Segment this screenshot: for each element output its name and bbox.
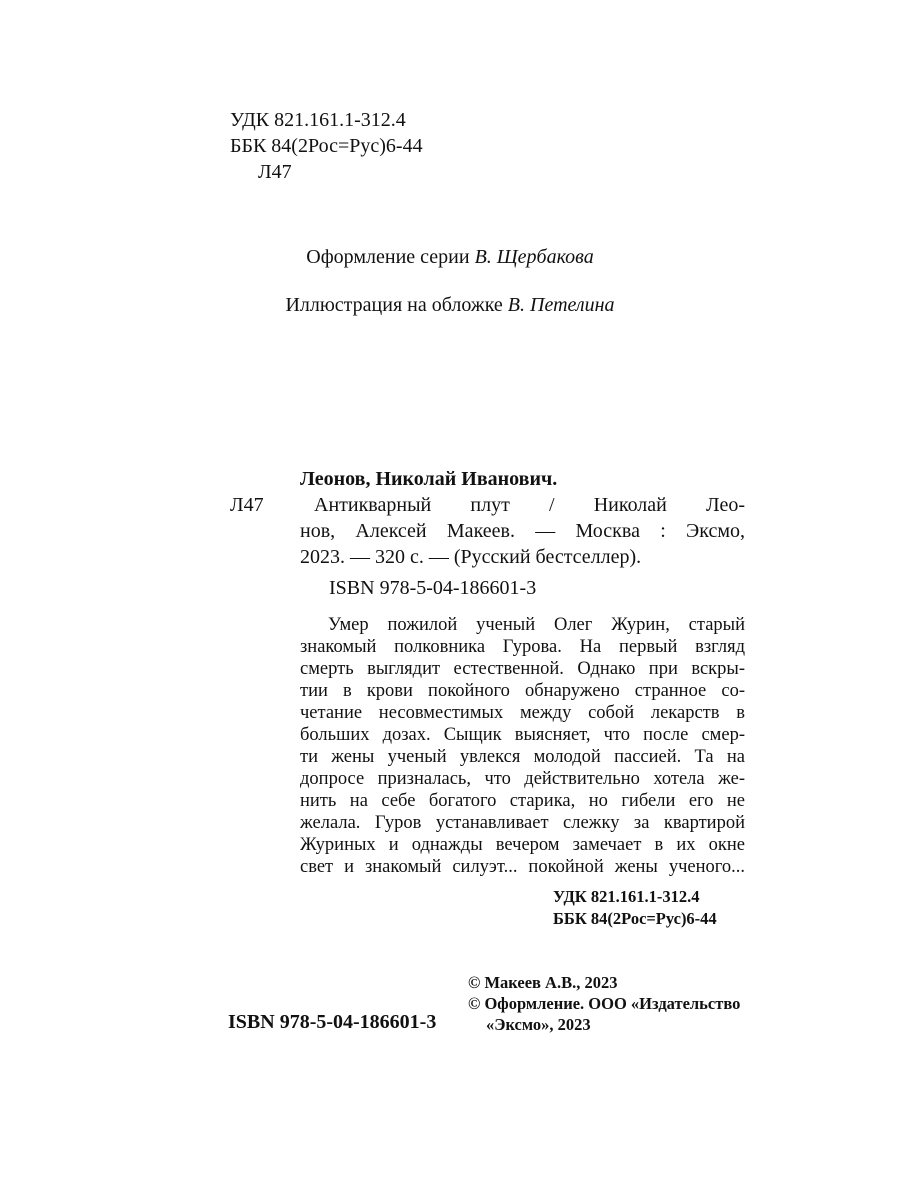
cover-illustration-credit: [0, 292, 900, 318]
abstract-line: четание несовместимых между собой лекарств в: [300, 703, 745, 723]
series-design-name: В. Щербакова: [474, 246, 594, 268]
abstract-line: допросе призналась, что действительно хотела же-: [300, 769, 745, 789]
author-heading: Леонов, Николай Иванович.: [300, 468, 558, 490]
abstract-line: нить на себе богатого старика, но гибели его не: [300, 791, 745, 811]
bbk-code-bottom: ББК 84(2Рос=Рус)6-44: [553, 909, 717, 928]
card-author-mark: Л47: [230, 494, 264, 516]
author-mark: Л47: [258, 161, 292, 183]
cover-illustration-name: В. Петелина: [507, 294, 615, 316]
abstract-line: Журиных и однажды вечером замечает в их окне: [300, 835, 745, 855]
bibliographic-description: [300, 492, 745, 570]
abstract-line: желала. Гуров устанавливает слежку за квартирой: [300, 813, 745, 833]
description-line: 2023. — 320 с. — (Русский бестселлер).: [300, 546, 642, 568]
bbk-code: ББК 84(2Рос=Рус)6-44: [230, 135, 423, 157]
abstract-line: смерть выглядит естественной. Однако при вскры-: [300, 659, 745, 679]
copyright-line: © Оформление. ООО «Издательство: [468, 994, 741, 1013]
udk-code: УДК 821.161.1-312.4: [230, 109, 406, 131]
card-isbn: ISBN 978-5-04-186601-3: [329, 577, 537, 599]
abstract: [300, 614, 745, 878]
abstract-line: тии в крови покойного обнаружено странное со-: [300, 681, 745, 701]
copyright-line: © Макеев А.В., 2023: [468, 973, 618, 992]
series-design-credit: [0, 244, 900, 270]
abstract-line: знакомый полковника Гурова. На первый взгляд: [300, 637, 745, 657]
series-design-label: Оформление серии: [306, 246, 470, 268]
description-line: Антикварный плут / Николай Лео-: [314, 494, 745, 516]
abstract-line: больших дозах. Сыщик выясняет, что после смер-: [300, 725, 745, 745]
udk-code-bottom: УДК 821.161.1-312.4: [553, 887, 700, 906]
abstract-line: ти жены ученый увлекся молодой пассией. Та на: [300, 747, 745, 767]
cover-illustration-label: Иллюстрация на обложке: [285, 294, 503, 316]
isbn-bottom: ISBN 978-5-04-186601-3: [228, 1011, 437, 1033]
abstract-line: Умер пожилой ученый Олег Журин, старый: [328, 615, 745, 635]
abstract-line: свет и знакомый силуэт... покойной жены ученого...: [300, 857, 745, 877]
copyright-line: «Эксмо», 2023: [486, 1015, 591, 1034]
description-line: нов, Алексей Макеев. — Москва : Эксмо,: [300, 520, 745, 542]
